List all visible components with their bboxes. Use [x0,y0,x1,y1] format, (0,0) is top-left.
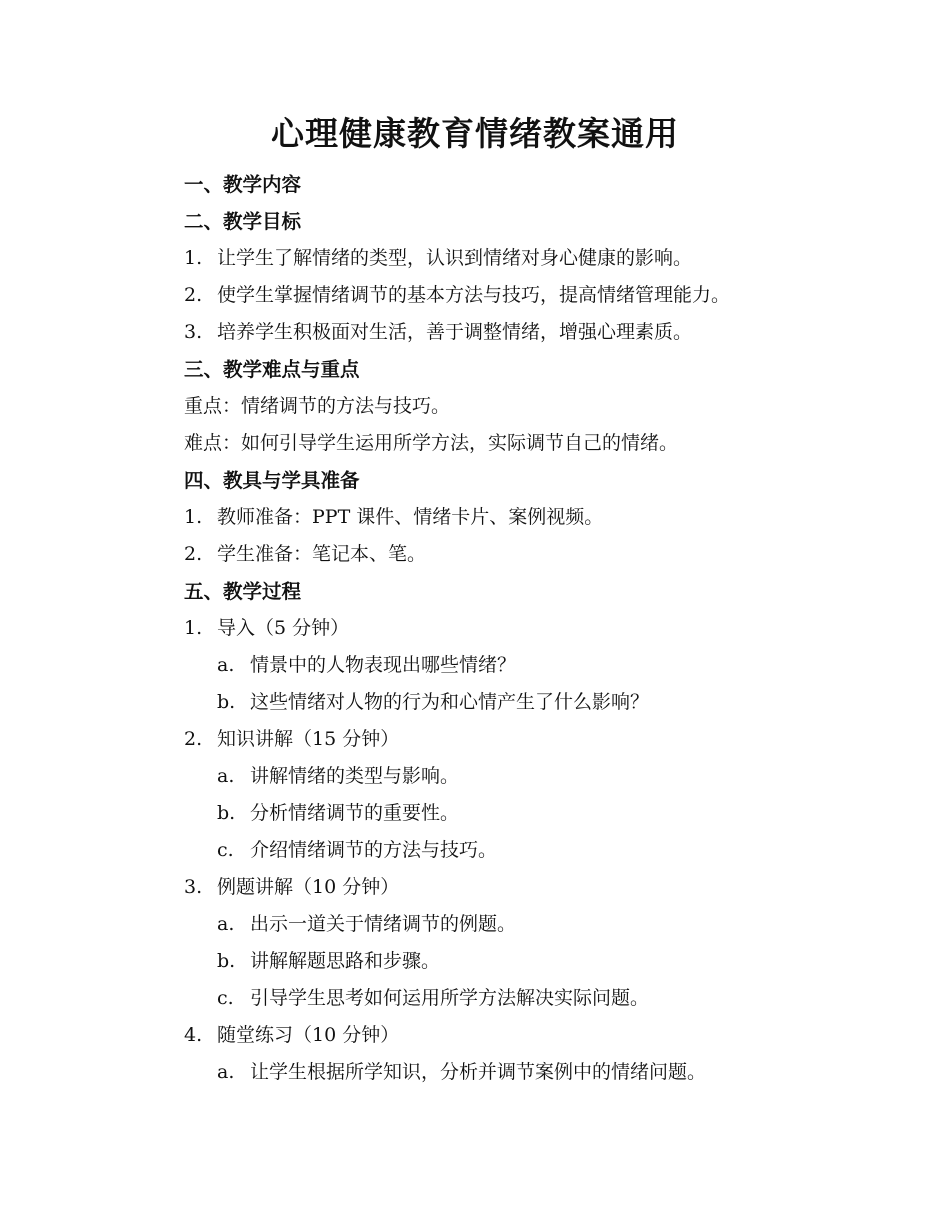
list-number: 1. [184,506,203,528]
process-substep [184,758,884,795]
list-text: 分析情绪调节的重要性。 [250,802,460,824]
list-text: 导入（5 分钟） [217,617,350,639]
list-text: 例题讲解（10 分钟） [217,876,400,898]
key-point: 重点：情绪调节的方法与技巧。 [184,395,451,417]
section-heading-teaching-process: 五、教学过程 [184,580,302,603]
list-text: 情景中的人物表现出哪些情绪？ [250,654,517,676]
goal-item [184,277,884,314]
list-text: 教师准备：PPT 课件、情绪卡片、案例视频。 [217,506,604,528]
list-number: 2. [184,728,203,750]
list-number: 1. [184,617,203,639]
list-text: 学生准备：笔记本、笔。 [217,543,427,565]
list-text: 引导学生思考如何运用所学方法解决实际问题。 [250,987,650,1009]
list-text: 讲解情绪的类型与影响。 [250,765,460,787]
section-heading-materials: 四、教具与学具准备 [184,469,360,492]
section-heading-teaching-goals: 二、教学目标 [184,210,302,233]
list-text: 随堂练习（10 分钟） [217,1024,400,1046]
list-number: 1. [184,247,203,269]
list-letter: b. [217,802,236,824]
list-letter: c. [217,839,234,861]
process-substep [184,795,884,832]
list-number: 2. [184,543,203,565]
process-substep [184,1054,884,1091]
list-letter: a. [217,1061,235,1083]
list-letter: b. [217,691,236,713]
list-letter: a. [217,654,235,676]
list-text: 介绍情绪调节的方法与技巧。 [250,839,498,861]
process-substep [184,906,884,943]
process-substep [184,684,884,721]
list-text: 这些情绪对人物的行为和心情产生了什么影响？ [250,691,650,713]
process-step [184,1017,884,1054]
list-letter: a. [217,765,235,787]
list-text: 知识讲解（15 分钟） [217,728,400,750]
goal-item [184,314,884,351]
list-text: 让学生了解情绪的类型，认识到情绪对身心健康的影响。 [217,247,693,269]
section-heading-key-difficult-points: 三、教学难点与重点 [184,358,360,381]
list-letter: c. [217,987,234,1009]
list-number: 3. [184,321,203,343]
difficult-point: 难点：如何引导学生运用所学方法，实际调节自己的情绪。 [184,432,679,454]
list-number: 2. [184,284,203,306]
document-body [184,166,884,1091]
list-number: 3. [184,876,203,898]
list-text: 培养学生积极面对生活，善于调整情绪，增强心理素质。 [217,321,693,343]
list-number: 4. [184,1024,203,1046]
list-text: 讲解解题思路和步骤。 [250,950,441,972]
process-step [184,869,884,906]
list-text: 出示一道关于情绪调节的例题。 [250,913,517,935]
goal-item [184,240,884,277]
process-substep [184,647,884,684]
process-step [184,610,884,647]
section-heading-teaching-content: 一、教学内容 [184,173,302,196]
process-step [184,721,884,758]
list-text: 使学生掌握情绪调节的基本方法与技巧，提高情绪管理能力。 [217,284,731,306]
material-item [184,536,884,573]
list-letter: a. [217,913,235,935]
material-item [184,499,884,536]
document-title: 心理健康教育情绪教案通用 [271,114,679,153]
process-substep [184,980,884,1017]
process-substep [184,943,884,980]
list-letter: b. [217,950,236,972]
list-text: 让学生根据所学知识，分析并调节案例中的情绪问题。 [250,1061,707,1083]
process-substep [184,832,884,869]
